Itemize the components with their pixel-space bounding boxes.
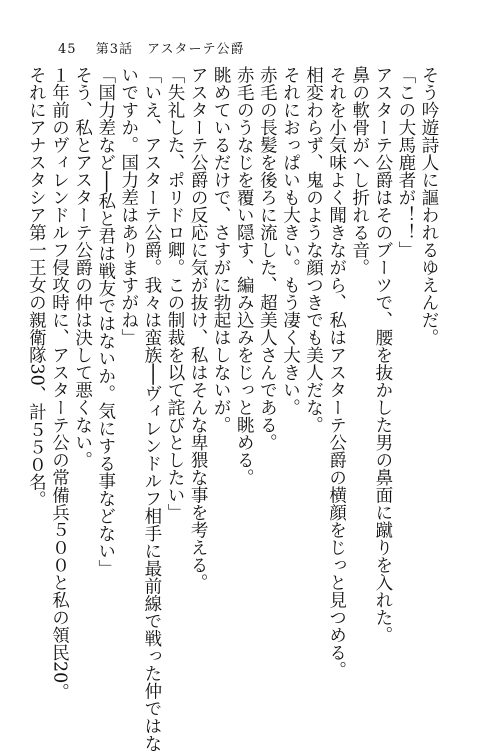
page-header: [58, 38, 244, 57]
text-line: そう吟遊詩人に謳われるゆえんだ。: [419, 66, 439, 346]
chapter-title: 第3話 アスターテ公爵: [95, 42, 245, 57]
text-line: それにおっぱいも大きい。もう凄く大きい。: [280, 66, 301, 416]
text-line: 「失礼した、ポリドロ卿。この制裁を以て詫びとしたい」: [164, 66, 185, 521]
body-text: [26, 66, 440, 752]
text-line: アスターテ公爵の反応に気が抜け、私はそんな卑猥な事を考える。: [188, 66, 209, 591]
text-line: 眺めているだけで、さすがに勃起はしないが。: [211, 66, 232, 434]
text-line: 「国力差など──私と君は戦友ではないか。気にする事などない」: [95, 66, 116, 578]
text-line: 赤毛の長髪を後ろに流した、超美人さんである。: [257, 66, 278, 451]
text-line: それを小気味よく聞きながら、私はアスターテ公爵の横顔をじっと見つめる。: [326, 66, 347, 679]
text-line: 「この大馬鹿者が！！」: [395, 66, 416, 259]
text-line: いですか。国力差はありますがね」: [118, 66, 139, 346]
text-line: 赤毛のうなじを覆い隠す、編み込みをじっと眺める。: [234, 66, 255, 486]
text-line: 相変わらず、鬼のような顔つきでも美人だな。: [303, 66, 324, 434]
text-line: 「いえ、アスターテ公爵。我々は蛮族──ヴィレンドルフ相手に最前線で戦った仲ではな: [141, 66, 162, 752]
text-line: 鼻の軟骨がへし折れる音。: [349, 66, 370, 276]
page-number: 45: [58, 42, 77, 57]
text-line: アスターテ公爵はそのブーツで、腰を抜かした男の鼻面に蹴りを入れた。: [372, 66, 393, 644]
text-line: そう、私とアスターテ公爵の仲は決して悪くない。: [72, 66, 93, 469]
text-line: １年前のヴィレンドルフ侵攻時に、アスターテ公の常備兵５００と私の領民20。: [49, 66, 70, 701]
text-line: それにアナスタシア第一王女の親衛隊30、計５５０名。: [26, 66, 47, 509]
